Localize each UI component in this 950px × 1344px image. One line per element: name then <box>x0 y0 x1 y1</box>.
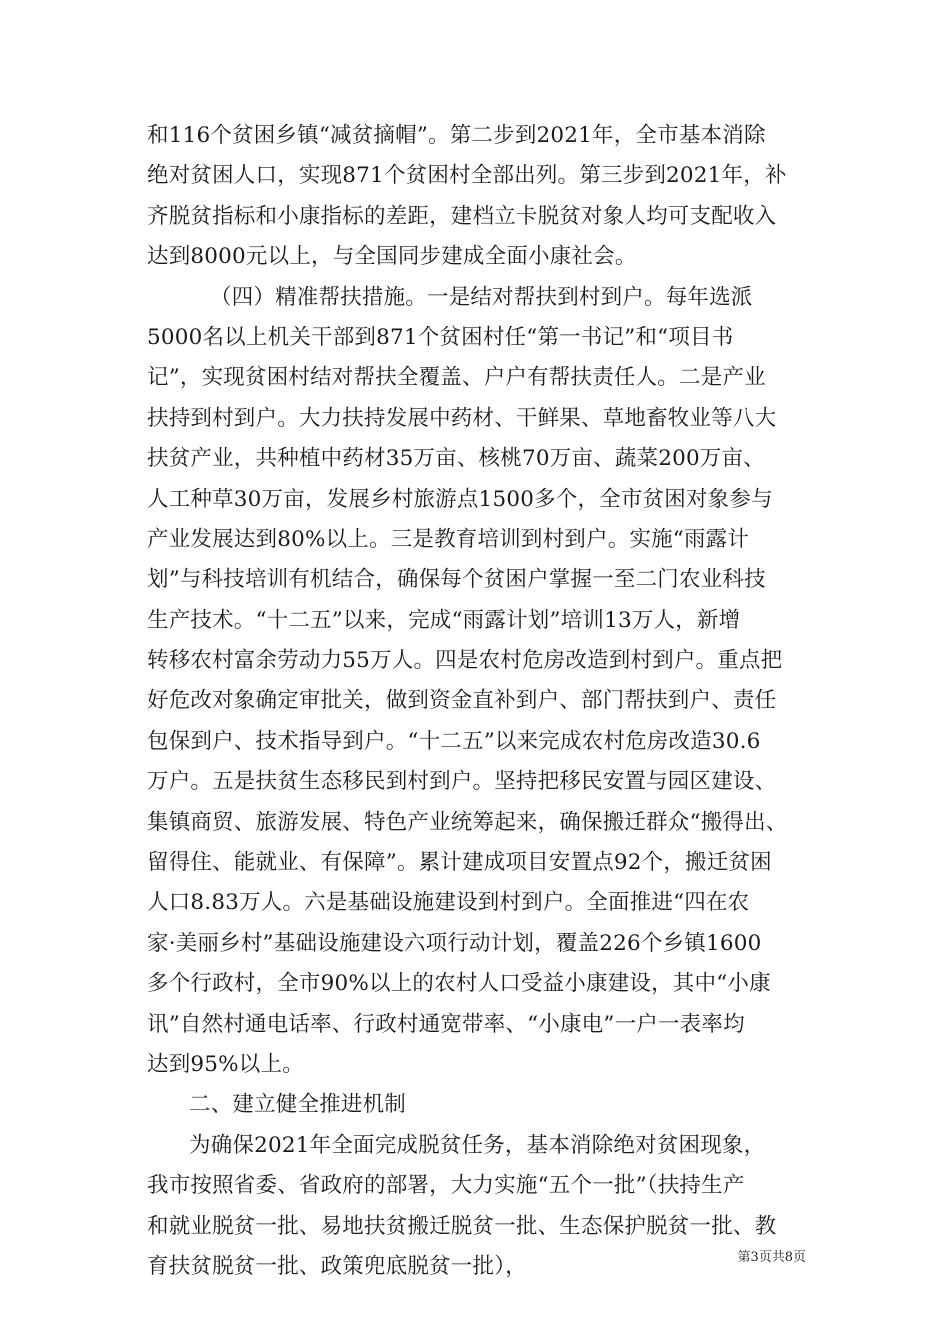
text-line: 我市按照省委、省政府的部署，大力实施“五个一批”（扶持生产 <box>147 1173 745 1199</box>
text-line: 5000名以上机关干部到871个贫困村任“第一书记”和“项目书 <box>147 324 734 350</box>
text-line: 育扶贫脱贫一批、政策兜底脱贫一批）， <box>147 1253 527 1279</box>
text-line: 齐脱贫指标和小康指标的差距，建档立卡脱贫对象人均可支配收入 <box>147 203 777 229</box>
text-line: 好危改对象确定审批关，做到资金直补到户、部门帮扶到户、责任 <box>147 688 777 714</box>
text-line: 产业发展达到80%以上。三是教育培训到村到户。实施“雨露计 <box>147 526 750 552</box>
text-line: 人工种草30万亩，发展乡村旅游点1500多个，全市贫困对象参与 <box>147 486 773 512</box>
text-line: 和就业脱贫一批、易地扶贫搬迁脱贫一批、生态保护脱贫一批、教 <box>147 1213 777 1239</box>
text-line: 万户。五是扶贫生态移民到村到户。坚持把移民安置与园区建设、 <box>147 769 777 795</box>
text-line: 人口8.83万人。六是基础设施建设到村到户。全面推进“四在农 <box>147 890 750 916</box>
paragraph-start-line: （四）精准帮扶措施。一是结对帮扶到村到户。每年选派 <box>210 284 753 310</box>
text-line: 家·美丽乡村”基础设施建设六项行动计划，覆盖226个乡镇1600 <box>147 930 762 956</box>
text-line: 和116个贫困乡镇“减贫摘帽”。第二步到2021年，全市基本消除 <box>147 123 766 148</box>
text-line: 留得住、能就业、有保障”。累计建成项目安置点92个，搬迁贫困 <box>147 850 772 876</box>
text-line: 转移农村富余劳动力55万人。四是农村危房改造到村到户。重点把 <box>147 648 783 674</box>
paragraph-start-line: 为确保2021年全面完成脱贫任务，基本消除绝对贫困现象， <box>189 1132 766 1158</box>
text-line: 扶持到村到户。大力扶持发展中药材、干鲜果、草地畜牧业等八大 <box>147 405 777 431</box>
text-line: 讯”自然村通电话率、行政村通宽带率、“小康电”一户一表率均 <box>147 1011 745 1037</box>
text-line: 扶贫产业，共种植中药材35万亩、核桃70万亩、蔬菜200万亩、 <box>147 446 765 472</box>
text-line: 划”与科技培训有机结合，确保每个贫困户掌握一至二门农业科技 <box>147 567 766 593</box>
body-text <box>147 116 807 1287</box>
text-line: 达到95%以上。 <box>147 1051 304 1077</box>
text-line: 生产技术。“十二五”以来，完成“雨露计划”培训13万人，新增 <box>147 607 741 633</box>
text-line: 包保到户、技术指导到户。“十二五”以来完成农村危房改造30.6 <box>147 728 761 754</box>
page-number: 第3页共8页 <box>737 1250 806 1265</box>
text-line: 多个行政村，全市90%以上的农村人口受益小康建设，其中“小康 <box>147 971 771 997</box>
text-line: 集镇商贸、旅游发展、特色产业统筹起来，确保搬迁群众“搬得出、 <box>147 809 788 835</box>
text-line: 记”，实现贫困村结对帮扶全覆盖、户户有帮扶责任人。二是产业 <box>147 365 766 391</box>
text-line: 达到8000元以上，与全国同步建成全面小康社会。 <box>147 244 637 270</box>
text-line: 绝对贫困人口，实现871个贫困村全部出列。第三步到2021年，补 <box>147 163 787 189</box>
section-heading: 二、建立健全推进机制 <box>189 1092 407 1118</box>
